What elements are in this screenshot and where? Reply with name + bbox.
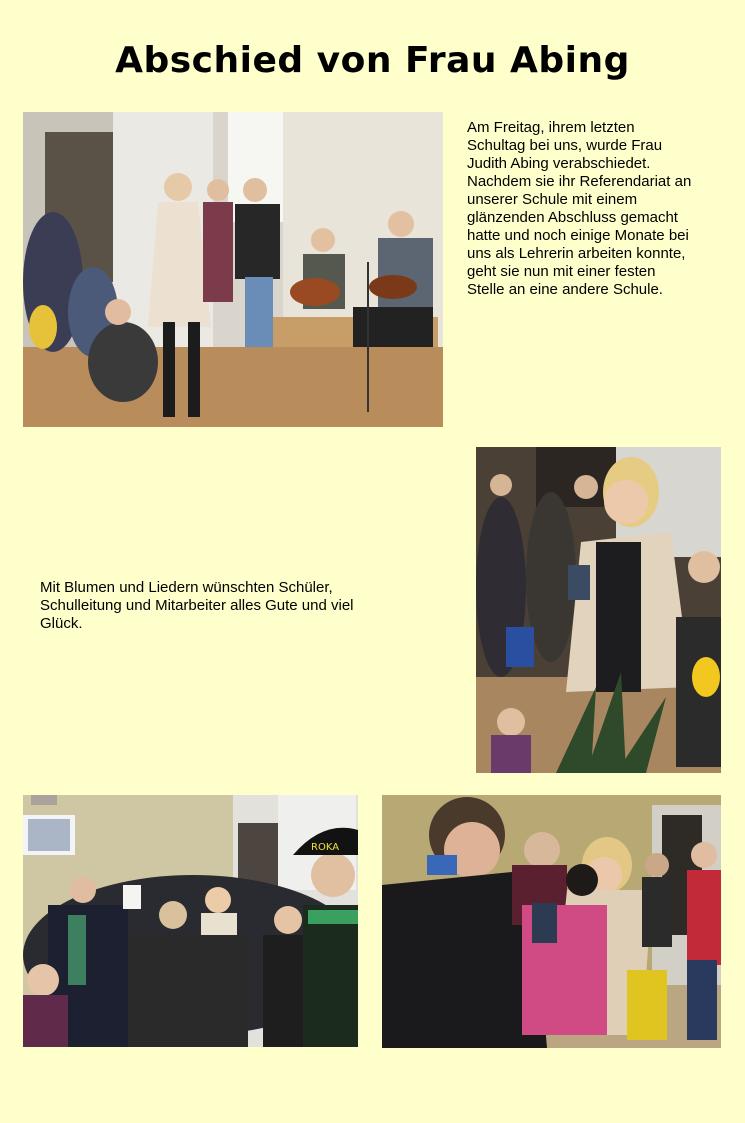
wishes-line: Mit Blumen und Liedern wünschten Schüler, xyxy=(40,579,333,596)
photo-teacher-with-gift xyxy=(476,447,721,773)
photo-student-crowd xyxy=(23,795,358,1047)
intro-line: hatte und noch einige Monate bei xyxy=(467,227,689,244)
photo-farewell-hug xyxy=(382,795,721,1048)
cap-print-text: ROKA xyxy=(311,842,340,853)
intro-line: uns als Lehrerin arbeiten konnte, xyxy=(467,245,686,262)
intro-line: Am Freitag, ihrem letzten xyxy=(467,119,635,136)
intro-line: Judith Abing verabschiedet. xyxy=(467,155,651,172)
photo-guitar-farewell xyxy=(23,112,443,427)
intro-line: unserer Schule mit einem xyxy=(467,191,638,208)
intro-paragraph xyxy=(467,119,732,299)
intro-line: Schultag bei uns, wurde Frau xyxy=(467,137,663,154)
intro-line: Stelle an eine andere Schule. xyxy=(467,281,663,298)
page-title: Abschied von Frau Abing xyxy=(115,40,630,81)
wishes-line: Glück. xyxy=(40,615,83,632)
intro-line: geht sie nun mit einer festen xyxy=(467,263,656,280)
wishes-paragraph xyxy=(40,579,440,633)
intro-line: Nachdem sie ihr Referendariat an xyxy=(467,173,692,190)
intro-line: glänzenden Abschluss gemacht xyxy=(467,209,678,226)
wishes-line: Schulleitung und Mitarbeiter alles Gute und viel xyxy=(40,597,354,614)
